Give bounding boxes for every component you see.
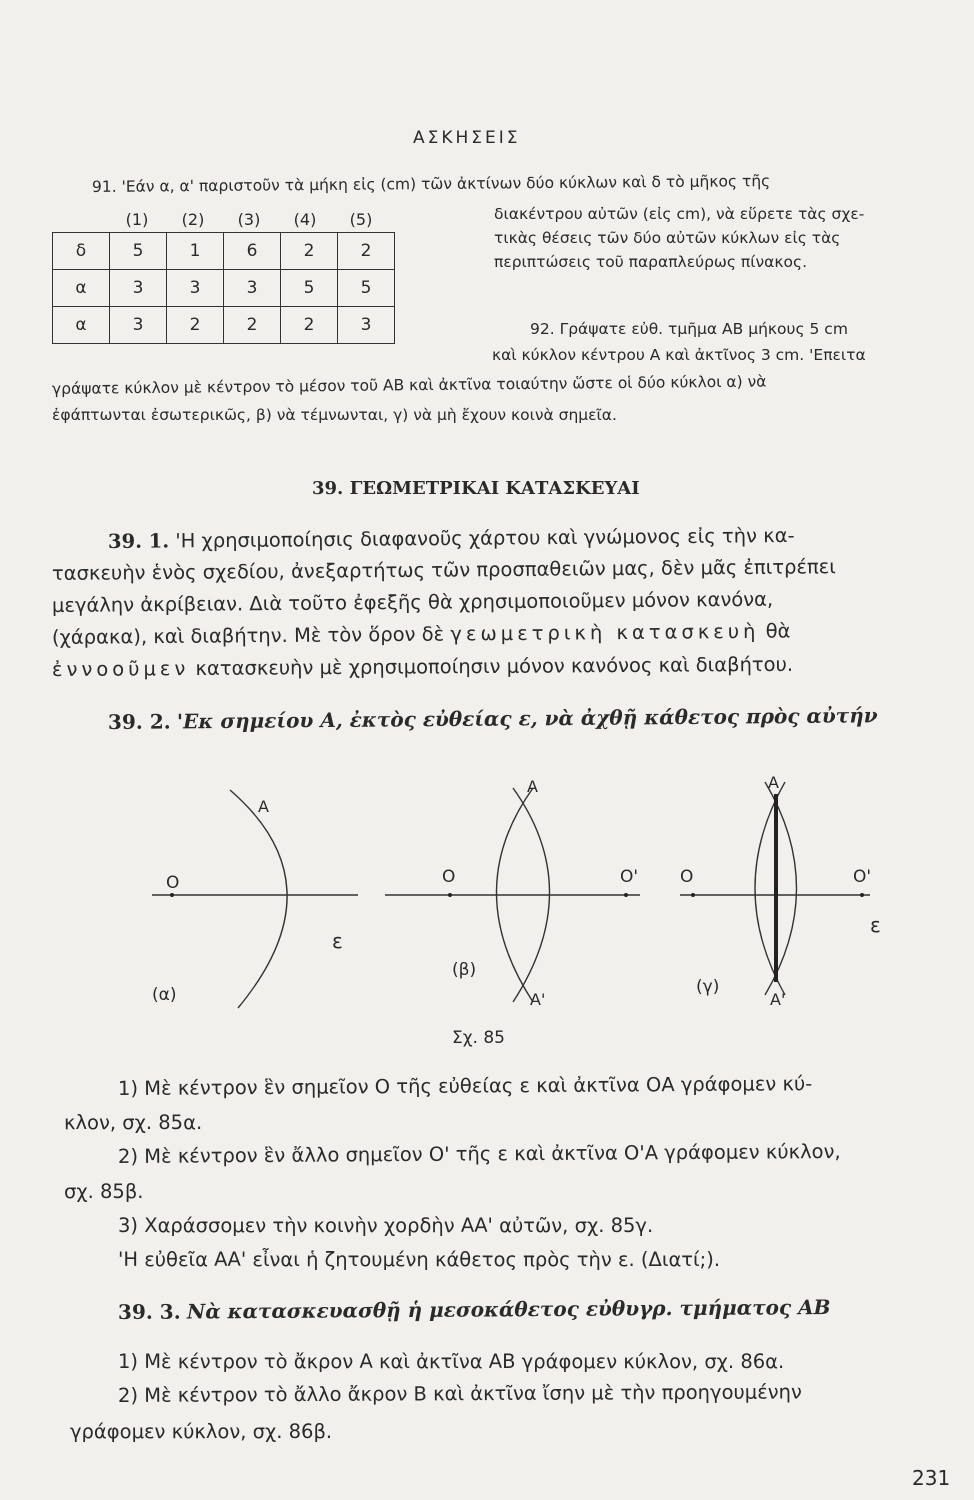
step-39-3-2-line1: 2) Μὲ κέντρον τὸ ἄλλο ἄκρον Β καὶ ἀκτῖνα ἴσην μὲ τὴν προηγουμένην — [117, 1380, 802, 1407]
text-segment: κατασκευὴν μὲ χρησιμοποίησιν μόνον κανόνος καὶ διαβήτου. — [189, 652, 794, 681]
label-A: A — [258, 797, 269, 816]
label-A: A — [768, 773, 779, 792]
paragraph-title: Νὰ κατασκευασθῇ ἡ μεσοκάθετος εὐθυγρ. τμήματος ΑΒ — [186, 1295, 831, 1324]
exercise-91-line2: διακέντρου αὐτῶν (εἰς cm), νὰ εὕρετε τὰς σχε- — [494, 205, 865, 223]
table-cell: 3 — [110, 307, 167, 344]
paragraph-text: 'Η χρησιμοποίησις διαφανοῦς χάρτου καὶ γνώμονος εἰς τὴν κα- — [175, 524, 795, 553]
point-O-prime — [860, 893, 864, 897]
paragraph-number: 39. 3. — [117, 1299, 181, 1324]
table-row — [53, 307, 395, 344]
label-O-prime: O' — [620, 867, 639, 887]
paragraph-number: 39. 1. — [107, 529, 170, 553]
table-row — [53, 233, 395, 270]
table-cell: 5 — [338, 270, 395, 307]
paragraph-39-3-heading — [118, 1295, 831, 1324]
text-segment: θὰ — [759, 619, 791, 643]
label-A-prime: A' — [770, 990, 786, 1009]
table-cell: 3 — [224, 270, 281, 307]
label-figure-b: (β) — [452, 960, 477, 980]
label-O-prime: O' — [853, 867, 872, 887]
label-figure-a: (α) — [152, 985, 177, 1005]
point-O-prime — [624, 893, 628, 897]
column-header: (5) — [349, 210, 373, 229]
paragraph-number: 39. 2. — [107, 709, 171, 734]
table-cell: 1 — [167, 233, 224, 270]
point-O — [170, 893, 174, 897]
table-cell: 3 — [167, 270, 224, 307]
exercise-92-line4: ἐφάπτωνται ἐσωτερικῶς, β) νὰ τέμνωνται, γ) νὰ μὴ ἔχουν κοινὰ σημεῖα. — [52, 406, 617, 424]
table-cell: 2 — [167, 307, 224, 344]
exercise-91-line4: περιπτώσεις τοῦ παραπλεύρως πίνακος. — [494, 253, 808, 271]
circle-arc-a — [230, 790, 287, 1008]
table-cell: 5 — [110, 233, 167, 270]
emphasized-term: γεωμετρικὴ κατασκευὴ — [450, 619, 760, 646]
table-cell: 6 — [224, 233, 281, 270]
paragraph-39-1-line3: μεγάλην ἀκρίβειαν. Διὰ τοῦτο ἐφεξῆς θὰ χρησιμοποιοῦμεν μόνον κανόνα, — [51, 587, 774, 617]
figure-85 — [140, 770, 900, 1040]
step-2-line1: 2) Μὲ κέντρον ἓν ἄλλο σημεῖον Ο' τῆς ε καὶ ἀκτῖνα Ο'Α γράφομεν κύκλον, — [117, 1139, 841, 1168]
step-2-line2: σχ. 85β. — [64, 1180, 144, 1203]
page-number: 231 — [912, 1466, 951, 1490]
exercise-91-line1: 91. 'Εάν α, α' παριστοῦν τὰ μήκη εἰς (cm) τῶν ἀκτίνων δύο κύκλων καὶ δ τὸ μῆκος τῆς — [91, 172, 771, 196]
table-cell: 2 — [281, 233, 338, 270]
column-header: (4) — [293, 210, 317, 229]
table-cell: 3 — [338, 307, 395, 344]
column-header: (1) — [125, 210, 149, 229]
column-header: (3) — [237, 210, 261, 229]
step-1-line1: 1) Μὲ κέντρον ἓν σημεῖον Ο τῆς εὐθείας ε καὶ ἀκτῖνα ΟΑ γράφομεν κύ- — [117, 1072, 813, 1100]
step-39-3-1: 1) Μὲ κέντρον τὸ ἄκρον Α καὶ ἀκτῖνα ΑΒ γράφομεν κύκλον, σχ. 86α. — [118, 1350, 785, 1373]
label-epsilon: ε — [332, 929, 343, 953]
point-O — [691, 893, 695, 897]
table-row — [53, 270, 395, 307]
exercise-91-line3: τικὰς θέσεις τῶν δύο αὐτῶν κύκλων εἰς τὰς — [494, 229, 841, 247]
exercise-91-table — [52, 232, 395, 344]
paragraph-39-1-line5 — [52, 653, 793, 681]
label-A-prime: A' — [530, 990, 546, 1009]
point-O — [448, 893, 452, 897]
exercise-92-line3: γράψατε κύκλον μὲ κέντρον τὸ μέσον τοῦ ΑΒ καὶ ἀκτῖνα τοιαύτην ὥστε οἱ δύο κύκλοι α) νὰ — [51, 372, 767, 398]
column-header: (2) — [181, 210, 205, 229]
step-conclusion: 'Η εὐθεῖα ΑΑ' εἶναι ἡ ζητουμένη κάθετος πρὸς τὴν ε. (Διατί;). — [118, 1248, 721, 1271]
label-O: O — [166, 873, 180, 893]
figure-caption: Σχ. 85 — [452, 1028, 506, 1048]
table-cell: 2 — [224, 307, 281, 344]
text-segment: (χάρακα), καὶ διαβήτην. Μὲ τὸν ὅρον δὲ — [51, 622, 451, 649]
label-figure-g: (γ) — [696, 977, 720, 997]
label-O: O — [680, 867, 694, 887]
exercise-92-line1: 92. Γράψατε εὐθ. τμῆμα ΑΒ μήκους 5 cm — [530, 320, 848, 338]
exercise-92-line2: καὶ κύκλον κέντρου Α καὶ ἀκτῖνος 3 cm. 'Επειτα — [492, 346, 866, 364]
emphasized-term: ἐννοοῦμεν — [51, 657, 190, 681]
table-cell: 3 — [110, 270, 167, 307]
label-A: A — [527, 777, 538, 796]
paragraph-39-2-heading — [108, 703, 878, 734]
paragraph-39-1-line2: τασκευὴν ἑνὸς σχεδίου, ἀνεξαρτήτως τῶν προσπαθειῶν μας, δὲν μᾶς ἐπιτρέπει — [51, 555, 836, 585]
table-cell: 5 — [281, 270, 338, 307]
table-cell: δ — [53, 233, 110, 270]
section-title: 39. ΓΕΩΜΕΤΡΙΚΑΙ ΚΑΤΑΣΚΕΥΑΙ — [312, 478, 640, 499]
table-cell: 2 — [338, 233, 395, 270]
table-cell: α — [53, 307, 110, 344]
paragraph-39-1-line1 — [108, 524, 795, 553]
label-O: O — [442, 867, 456, 887]
paragraph-39-1-line4 — [52, 620, 791, 649]
table-cell: α — [53, 270, 110, 307]
table-column-headers — [109, 210, 389, 229]
step-3: 3) Χαράσσομεν τὴν κοινὴν χορδὴν ΑΑ' αὐτῶν, σχ. 85γ. — [118, 1214, 654, 1237]
step-39-3-2-line2: γράφομεν κύκλον, σχ. 86β. — [70, 1420, 333, 1443]
label-epsilon: ε — [870, 913, 881, 937]
paragraph-title: 'Εκ σημείου Α, ἐκτὸς εὐθείας ε, νὰ ἀχθῇ κάθετος πρὸς αὐτήν — [176, 703, 878, 734]
exercises-title: ΑΣΚΗΣΕΙΣ — [413, 128, 521, 148]
step-1-line2: κλον, σχ. 85α. — [64, 1111, 203, 1134]
table-cell: 2 — [281, 307, 338, 344]
